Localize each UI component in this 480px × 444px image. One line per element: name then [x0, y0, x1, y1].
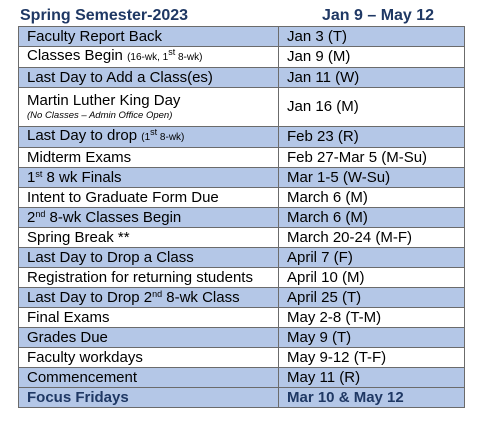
- event-cell: [19, 188, 279, 208]
- event-cell: [19, 228, 279, 248]
- event-cell: [19, 288, 279, 308]
- date-cell: March 6 (M): [279, 208, 465, 228]
- event-cell: [19, 328, 279, 348]
- table-row: [19, 188, 465, 208]
- event-cell: [19, 248, 279, 268]
- table-row: [19, 47, 465, 68]
- date-cell: May 9-12 (T-F): [279, 348, 465, 368]
- event-label: Intent to Graduate Form Due: [27, 188, 219, 206]
- date-cell: March 6 (M): [279, 188, 465, 208]
- table-row: [19, 27, 465, 47]
- date-cell: March 20-24 (M-F): [279, 228, 465, 248]
- event-cell: [19, 168, 279, 188]
- footer-date: Mar 10 & May 12: [279, 388, 465, 408]
- table-row: [19, 348, 465, 368]
- event-cell: [19, 268, 279, 288]
- event-label: Spring Break **: [27, 228, 130, 246]
- date-cell: April 7 (F): [279, 248, 465, 268]
- date-cell: Jan 3 (T): [279, 27, 465, 47]
- event-label: Last Day to Drop 2nd 8-wk Class: [27, 288, 240, 306]
- event-label: Final Exams: [27, 308, 110, 326]
- event-subnote: (No Classes – Admin Office Open): [27, 110, 173, 121]
- event-label: Last Day to Drop a Class: [27, 248, 194, 266]
- date-cell: May 11 (R): [279, 368, 465, 388]
- event-label: Last Day to drop: [27, 127, 138, 144]
- date-cell: April 10 (M): [279, 268, 465, 288]
- event-label: Faculty Report Back: [27, 27, 163, 45]
- schedule-table: [18, 26, 465, 408]
- event-cell: [19, 68, 279, 88]
- date-cell: May 9 (T): [279, 328, 465, 348]
- event-label: Midterm Exams: [27, 148, 132, 166]
- date-cell: Mar 1-5 (W-Su): [279, 168, 465, 188]
- event-cell: [19, 368, 279, 388]
- date-cell: Jan 9 (M): [279, 47, 465, 68]
- semester-header: [18, 4, 464, 26]
- table-row: [19, 127, 465, 148]
- table-row: [19, 88, 465, 127]
- table-row: [19, 268, 465, 288]
- table-row: [19, 288, 465, 308]
- date-cell: May 2-8 (T-M): [279, 308, 465, 328]
- footer-label: Focus Fridays: [19, 388, 279, 408]
- table-row: [19, 68, 465, 88]
- table-row: [19, 148, 465, 168]
- focus-fridays-row: [19, 388, 465, 408]
- event-cell: [19, 208, 279, 228]
- date-cell: Feb 27-Mar 5 (M-Su): [279, 148, 465, 168]
- event-label: Last Day to Add a Class(es): [27, 68, 213, 86]
- semester-title: Spring Semester-2023: [20, 7, 189, 24]
- event-cell: [19, 348, 279, 368]
- table-row: [19, 368, 465, 388]
- event-label: Classes Begin: [27, 47, 123, 64]
- event-note: (1st 8-wk): [141, 127, 185, 143]
- table-row: [19, 248, 465, 268]
- table-row: [19, 328, 465, 348]
- event-label: Commencement: [27, 368, 138, 386]
- event-cell: [19, 27, 279, 47]
- table-row: [19, 308, 465, 328]
- event-label: Grades Due: [27, 328, 108, 346]
- event-cell: [19, 88, 279, 127]
- event-cell: [19, 47, 279, 68]
- event-cell: [19, 308, 279, 328]
- event-label: 1st 8 wk Finals: [27, 168, 122, 186]
- table-row: [19, 208, 465, 228]
- date-cell: Jan 16 (M): [279, 88, 465, 127]
- date-cell: Feb 23 (R): [279, 127, 465, 148]
- event-cell: [19, 148, 279, 168]
- date-cell: April 25 (T): [279, 288, 465, 308]
- event-label: Registration for returning students: [27, 268, 253, 286]
- event-label: Martin Luther King Day: [27, 92, 181, 109]
- table-row: [19, 168, 465, 188]
- table-row: [19, 228, 465, 248]
- event-cell: [19, 127, 279, 148]
- semester-date-range: Jan 9 – May 12: [322, 7, 435, 24]
- event-note: (16-wk, 1st 8-wk): [127, 47, 203, 63]
- event-label: 2nd 8-wk Classes Begin: [27, 208, 182, 226]
- event-label: Faculty workdays: [27, 348, 143, 366]
- date-cell: Jan 11 (W): [279, 68, 465, 88]
